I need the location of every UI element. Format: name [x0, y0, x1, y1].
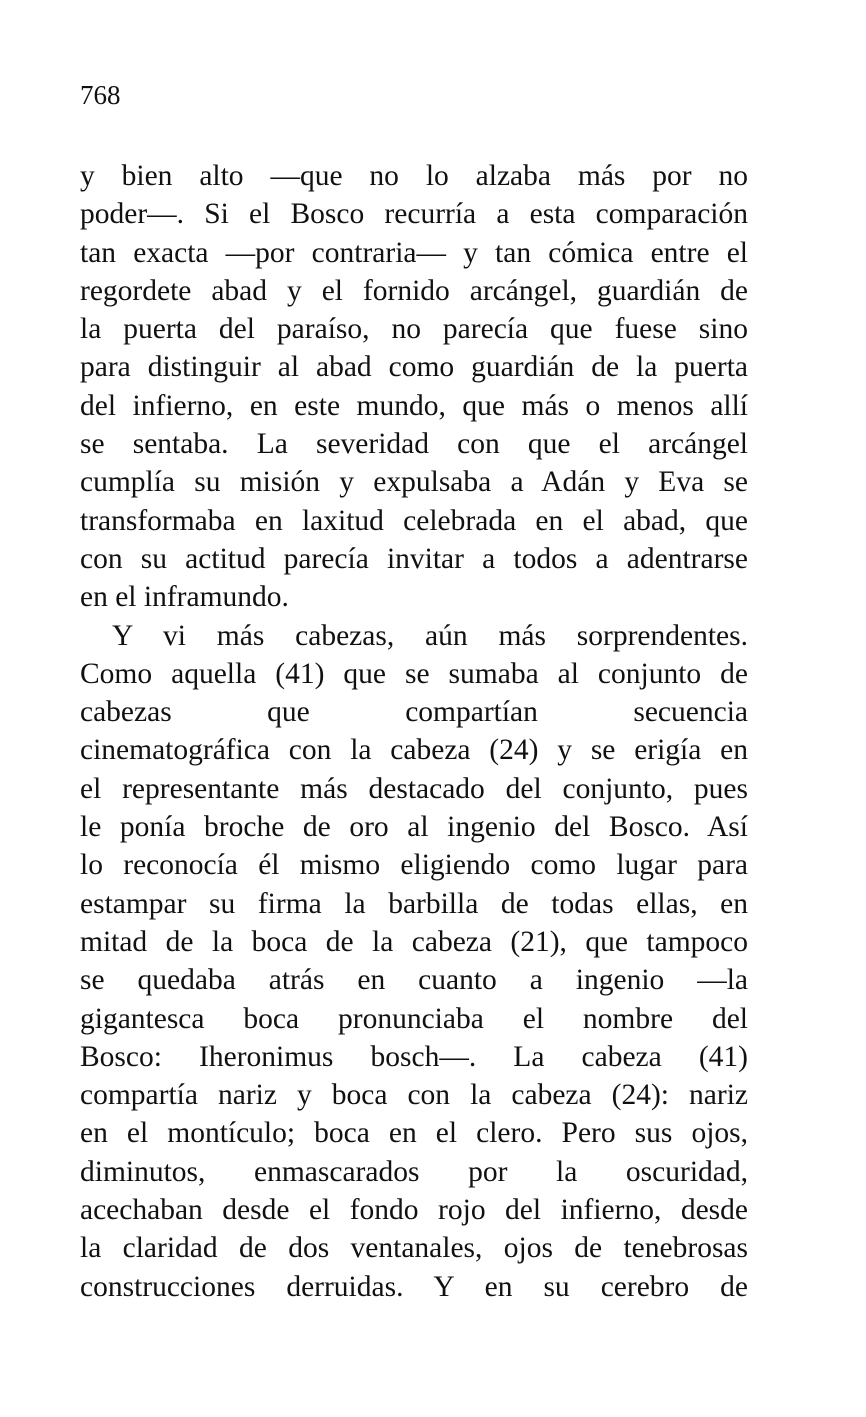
text-line: el representante más destacado del conjunto, pues [80, 772, 748, 805]
text-line: estampar su firma la barbilla de todas ellas, en [80, 887, 748, 920]
text-line: construcciones derruidas. Y en su cerebro de [80, 1270, 748, 1303]
text-line: la puerta del paraíso, no parecía que fuese sino [80, 313, 748, 346]
text-line: regordete abad y el fornido arcángel, guardián de [80, 274, 748, 307]
text-line: Como aquella (41) que se sumaba al conjunto de [80, 657, 748, 690]
text-line: acechaban desde el fondo rojo del infierno, desde [80, 1194, 748, 1227]
text-line: del infierno, en este mundo, que más o menos allí [80, 389, 748, 422]
text-line: Bosco: Iheronimus bosch—. La cabeza (41) [80, 1040, 748, 1073]
text-line: la claridad de dos ventanales, ojos de tenebrosas [80, 1232, 748, 1265]
text-line: en el inframundo. [80, 581, 289, 614]
text-line: para distinguir al abad como guardián de la puerta [80, 351, 748, 384]
text-line: transformaba en laxitud celebrada en el abad, que [80, 504, 748, 537]
text-line: compartía nariz y boca con la cabeza (24): nariz [80, 1079, 748, 1112]
text-line: con su actitud parecía invitar a todos a adentrarse [80, 542, 748, 575]
text-line: gigantesca boca pronunciaba el nombre del [80, 1002, 748, 1035]
text-line: cumplía su misión y expulsaba a Adán y Eva se [80, 466, 748, 499]
text-line: lo reconocía él mismo eligiendo como lugar para [80, 849, 748, 882]
text-line: diminutos, enmascarados por la oscuridad, [80, 1155, 748, 1188]
paragraph-first-line: Y vi más cabezas, aún más sorprendentes. [112, 619, 748, 652]
text-line: mitad de la boca de la cabeza (21), que tampoco [80, 925, 748, 958]
text-line: poder—. Si el Bosco recurría a esta comparación [80, 198, 748, 231]
text-line: se quedaba atrás en cuanto a ingenio —la [80, 964, 748, 997]
text-line: cabezas que compartían secuencia [80, 696, 748, 729]
body-text [80, 157, 748, 1306]
text-line: y bien alto —que no lo alzaba más por no [80, 160, 748, 192]
text-line: tan exacta —por contraria— y tan cómica entre el [80, 236, 748, 269]
text-line: cinematográfica con la cabeza (24) y se erigía en [80, 734, 748, 767]
text-line: le ponía broche de oro al ingenio del Bosco. Así [80, 811, 748, 844]
page-number: 768 [80, 80, 121, 110]
text-line: se sentaba. La severidad con que el arcángel [80, 428, 748, 461]
text-line: en el montículo; boca en el clero. Pero sus ojos, [80, 1117, 748, 1150]
